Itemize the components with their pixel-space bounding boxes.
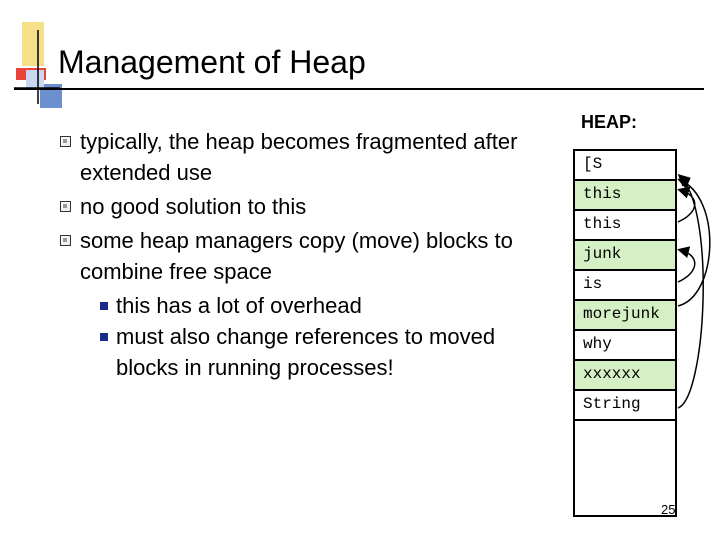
arrow-large [678, 176, 703, 408]
page-title: Management of Heap [58, 44, 366, 80]
heap-cell: [S [575, 151, 675, 181]
arrow-small-1 [678, 190, 695, 222]
heap-label: HEAP: [581, 112, 638, 132]
heap-cell: why [575, 331, 675, 361]
heap-cell: String [575, 391, 675, 421]
sub-bullet-text: must also change references to moved blocks in running processes! [116, 324, 496, 380]
arrow-small-2 [678, 250, 695, 282]
page-number: 25 [661, 502, 676, 517]
heap-cell: morejunk [575, 301, 675, 331]
heap-cell: xxxxxx [575, 361, 675, 391]
bullet-text: no good solution to this [80, 194, 307, 219]
heap-cell: junk [575, 241, 675, 271]
heap-cell: this [575, 211, 675, 241]
sub-bullet-text: this has a lot of overhead [116, 293, 362, 318]
bullet-text: typically, the heap becomes fragmented after extended use [80, 129, 518, 185]
heap-cell: this [575, 181, 675, 211]
bullet-text: some heap managers copy (move) blocks to combine free space [80, 228, 513, 284]
heap-cell: is [575, 271, 675, 301]
